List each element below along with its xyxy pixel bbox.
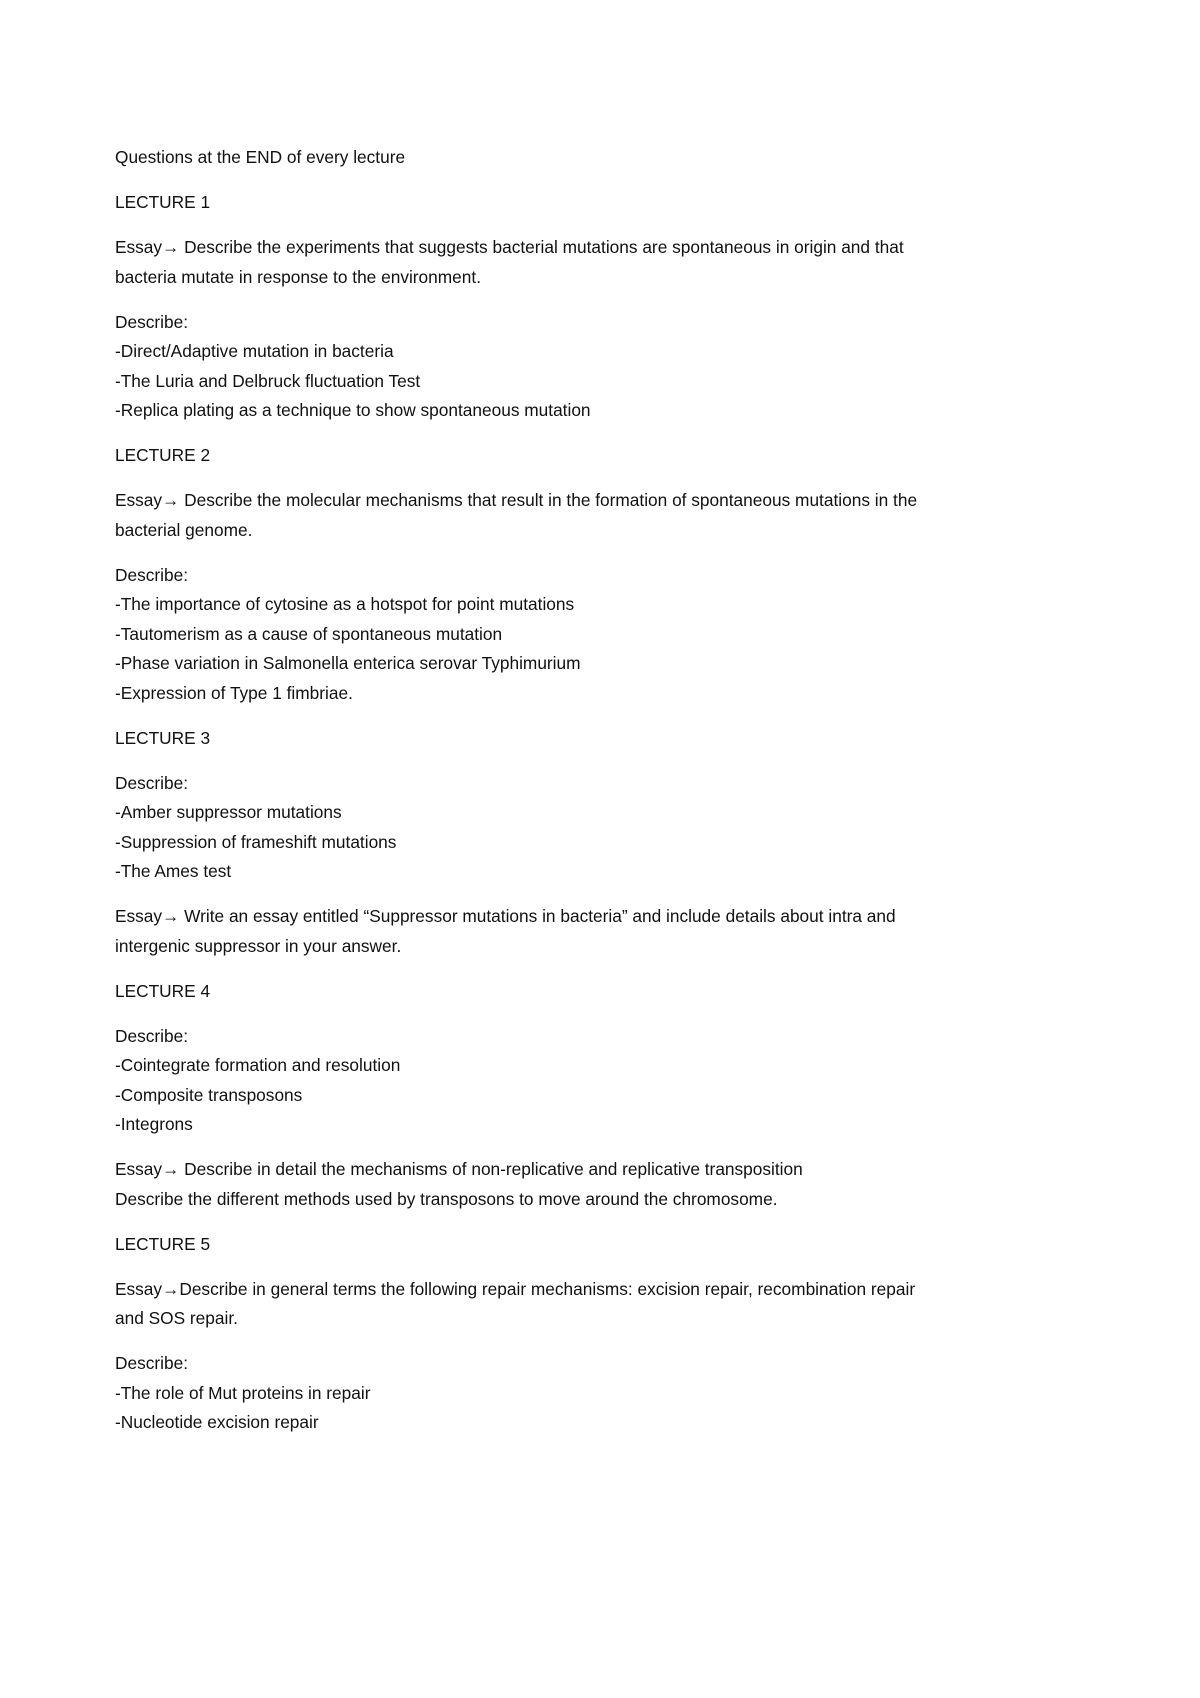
- essay-question: [115, 1275, 1095, 1334]
- lecture-heading: LECTURE 1: [115, 192, 211, 212]
- text-line: -The Luria and Delbruck fluctuation Test: [115, 370, 421, 391]
- text-line: and SOS repair.: [115, 1308, 238, 1328]
- text-line: bacterial genome.: [115, 519, 253, 540]
- text-line: Describe:: [115, 1025, 188, 1046]
- describe-list: [115, 561, 1095, 709]
- text-line: Describe:: [115, 772, 188, 793]
- describe-list: [115, 1022, 1095, 1140]
- lecture-heading: LECTURE 2: [115, 445, 211, 465]
- text-line: Essay→ Write an essay entitled “Suppressor mutations in bacteria” and include details about intra and: [115, 906, 896, 926]
- text-line: Essay→ Describe the experiments that suggests bacterial mutations are spontaneous in origin and that: [115, 237, 904, 257]
- text-line: -Replica plating as a technique to show spontaneous mutation: [115, 400, 591, 420]
- describe-list: [115, 308, 1095, 426]
- text-line: Describe the different methods used by transposons to move around the chromosome.: [115, 1188, 778, 1209]
- text-line: -Phase variation in Salmonella enterica serovar Typhimurium: [115, 653, 581, 673]
- essay-question: [115, 1155, 1095, 1214]
- text-line: Describe:: [115, 311, 188, 332]
- text-line: -Direct/Adaptive mutation in bacteria: [115, 341, 394, 361]
- lecture-heading: LECTURE 5: [115, 1233, 211, 1254]
- text-line: Essay→ Describe the molecular mechanisms that result in the formation of spontaneous mutations in the: [115, 490, 918, 510]
- text-line: -Tautomerism as a cause of spontaneous mutation: [115, 623, 503, 644]
- text-line: Essay→Describe in general terms the following repair mechanisms: excision repair, recombination repair: [115, 1278, 916, 1299]
- text-line: -Composite transposons: [115, 1084, 303, 1105]
- text-line: -The Ames test: [115, 861, 232, 881]
- essay-question: [115, 486, 1095, 545]
- lecture-list: [115, 188, 1095, 1438]
- text-line: intergenic suppressor in your answer.: [115, 935, 402, 956]
- text-line: -Cointegrate formation and resolution: [115, 1055, 401, 1075]
- lecture-heading: LECTURE 4: [115, 980, 211, 1001]
- text-line: -Suppression of frameshift mutations: [115, 831, 397, 852]
- text-line: Describe:: [115, 1353, 188, 1373]
- describe-list: [115, 769, 1095, 887]
- lecture-heading: LECTURE 3: [115, 727, 211, 748]
- document-page: [115, 143, 1095, 1453]
- text-line: -Integrons: [115, 1114, 193, 1134]
- text-line: -The role of Mut proteins in repair: [115, 1382, 371, 1403]
- text-line: Describe:: [115, 564, 188, 585]
- document-title: Questions at the END of every lecture: [115, 147, 406, 167]
- text-line: Essay→ Describe in detail the mechanisms of non-replicative and replicative transposition: [115, 1159, 803, 1179]
- text-line: -Amber suppressor mutations: [115, 802, 342, 822]
- essay-question: [115, 233, 1095, 292]
- text-line: -Expression of Type 1 fimbriae.: [115, 682, 353, 703]
- text-line: bacteria mutate in response to the environment.: [115, 266, 481, 287]
- essay-question: [115, 902, 1095, 961]
- describe-list: [115, 1349, 1095, 1438]
- text-line: -The importance of cytosine as a hotspot for point mutations: [115, 594, 575, 614]
- text-line: -Nucleotide excision repair: [115, 1412, 319, 1432]
